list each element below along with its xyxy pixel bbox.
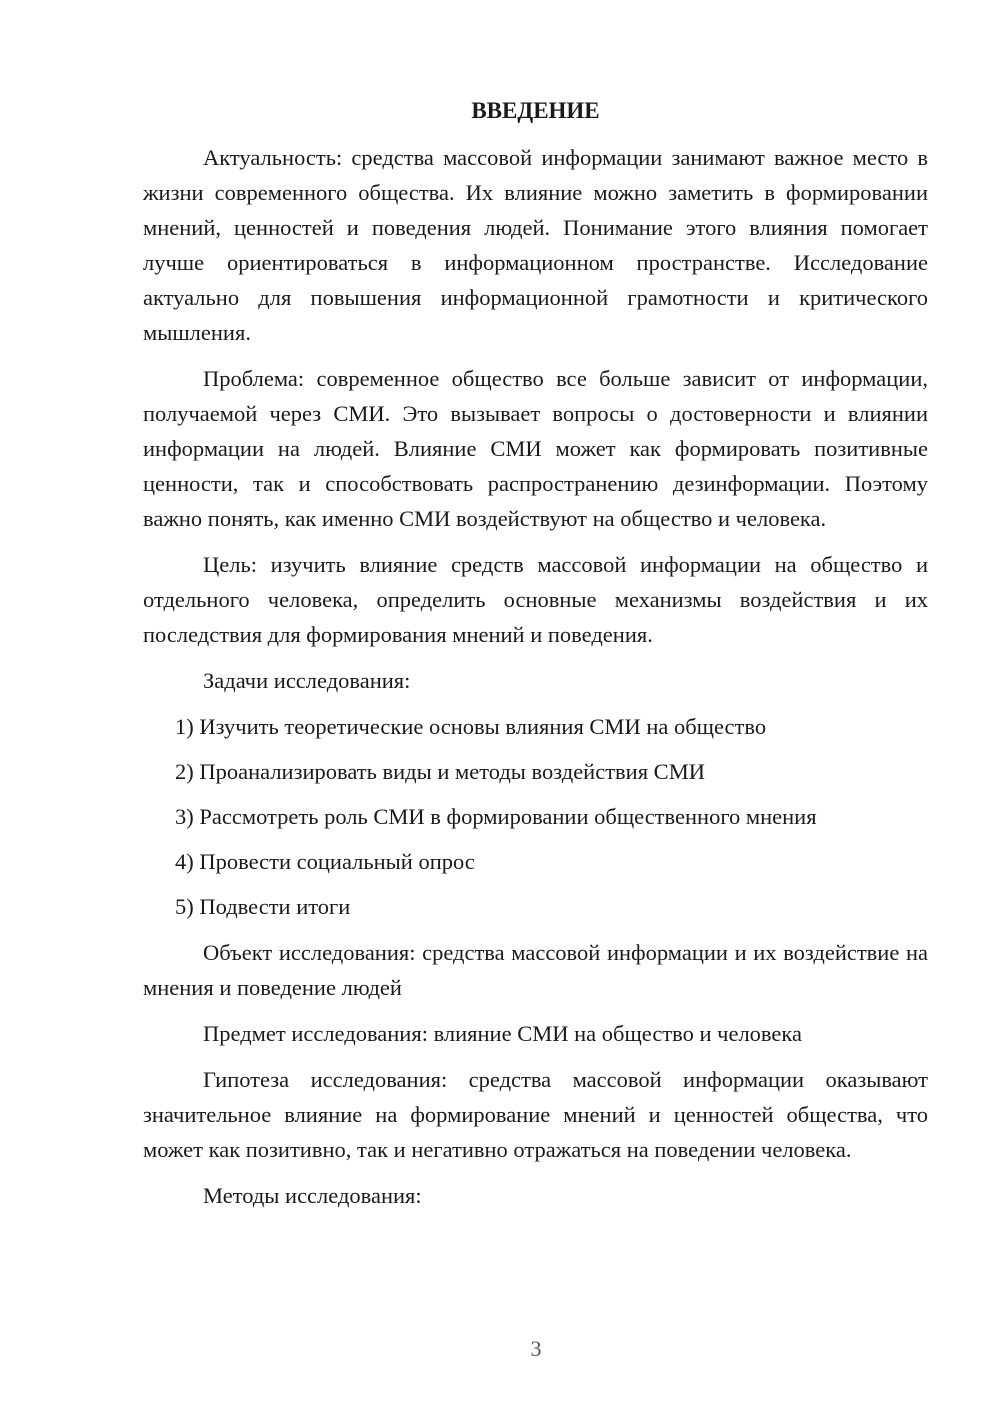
paragraph-problem: Проблема: современное общество все больше зависит от информации, получаемой через СМИ. Это вызывает вопросы о достоверности и влиянии информации на людей. Влияние СМИ может как формировать позитивные ценности, так и способствовать распространению дезинформации. Поэтому важно понять, как именно СМИ воздействуют на общество и человека.: [143, 366, 928, 531]
page-number: 3: [530, 1336, 542, 1361]
list-item: 2) Проанализировать виды и методы воздействия СМИ: [175, 759, 705, 784]
paragraph-hypothesis: Гипотеза исследования: средства массовой информации оказывают значительное влияние на формирование мнений и ценностей общества, что может как позитивно, так и негативно отражаться на поведении человека.: [143, 1067, 928, 1162]
paragraph-goal: Цель: изучить влияние средств массовой информации на общество и отдельного человека, определить основные механизмы воздействия и их последствия для формирования мнений и поведения.: [143, 552, 928, 647]
paragraph-object: Объект исследования: средства массовой информации и их воздействие на мнения и поведение людей: [143, 940, 928, 1000]
paragraph-relevance: Актуальность: средства массовой информации занимают важное место в жизни современного общества. Их влияние можно заметить в формировании мнений, ценностей и поведения людей. Понимание этого влияния помогает лучше ориентироваться в информационном пространстве. Исследование актуально для повышения информационной грамотности и критического мышления.: [143, 145, 928, 345]
paragraph-methods: Методы исследования:: [203, 1183, 422, 1208]
paragraph-tasks-heading: Задачи исследования:: [203, 668, 411, 693]
list-item: 5) Подвести итоги: [175, 894, 351, 919]
page-content: [143, 96, 928, 1224]
list-item: 3) Рассмотреть роль СМИ в формировании общественного мнения: [175, 804, 817, 829]
tasks-list: [143, 709, 928, 924]
list-item: 1) Изучить теоретические основы влияния СМИ на общество: [175, 714, 767, 739]
paragraph-subject: Предмет исследования: влияние СМИ на общество и человека: [203, 1021, 802, 1046]
section-title: ВВЕДЕНИЕ: [471, 98, 600, 123]
list-item: 4) Провести социальный опрос: [175, 849, 475, 874]
